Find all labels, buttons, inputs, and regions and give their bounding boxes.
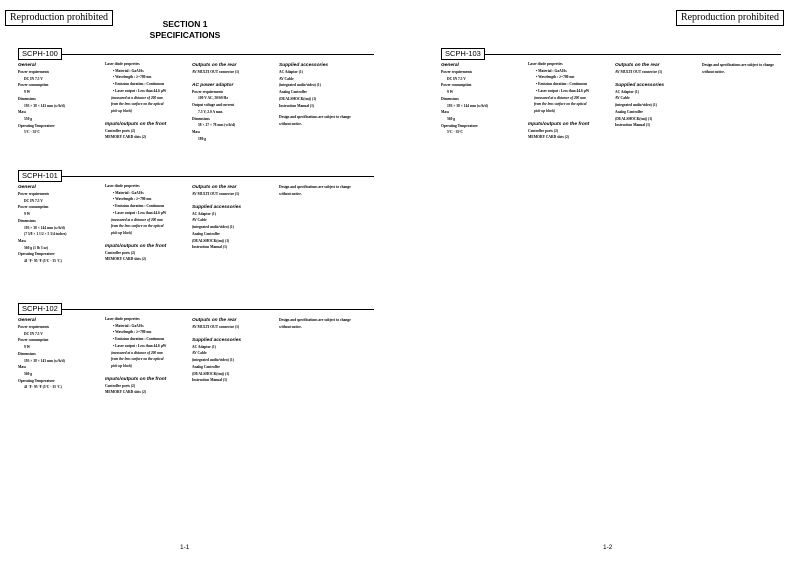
laser-item: • Material : GaAlAs [113,190,144,195]
accessory-item: (DUALSHOCK(tm)) (1) [192,238,230,243]
spec-value: (7 5/8 × 1 1/2 × 5 3/4 inches) [24,232,67,237]
spec-label: Dimensions [192,116,210,121]
rear-outputs-heading: Outputs on the rear [192,63,237,68]
accessory-item: AC Adaptor (1) [615,89,639,94]
page-number: 1-2 [603,544,613,551]
spec-label: Power requirements [18,325,50,329]
model-rule [18,309,374,310]
spec-value: 560 g [447,116,456,121]
design-notice: Design and specifications are subject to change without notice. [279,318,351,329]
laser-item: • Emission duration : Continuous [113,82,165,87]
front-io-heading: Inputs/outputs on the front [105,376,167,382]
rear-outputs-heading: Outputs on the rear [615,63,660,68]
accessory-item: AV Cable [192,218,207,223]
rear-and-accessories-specs [615,61,697,129]
spec-value: DC IN 7.5 V [447,76,466,81]
general-specs [18,316,100,391]
laser-item: • Laser output : Less than 44.6 μW [113,88,167,93]
laser-item: • Wavelength : λ=780 nm [113,197,152,202]
accessory-item: Instruction Manual (1) [615,123,651,128]
spec-label: Power consumption [18,83,49,88]
spec-label: Power requirements [192,89,224,94]
front-io-item: Controller ports (2) [105,128,136,133]
front-io-heading: Inputs/outputs on the front [105,243,167,249]
accessory-item: AV Cable [279,76,294,81]
spec-value: 41 ºF- 95 ºF (5ºC - 35 ºC) [24,259,62,264]
laser-note: from the lens surface on the optical [534,102,587,107]
laser-title: Laser diode properties [105,184,140,188]
spec-label: Dimensions [441,96,459,101]
rear-and-ac-specs [192,61,274,142]
general-heading: General [18,185,36,190]
accessory-item: (integrated audio/video) (1) [279,83,321,88]
spec-value: DC IN 7.5 V [24,331,43,336]
laser-note: from the lens surface on the optical [111,357,164,362]
spec-value: DC IN 7.5 V [24,198,43,203]
section-number: SECTION 1 [162,19,208,29]
accessory-item: (integrated audio/video) (1) [192,358,234,363]
laser-item: • Laser output : Less than 44.6 μW [536,88,590,93]
laser-title: Laser diode properties [105,317,140,321]
spec-label: Power requirements [18,192,50,196]
laser-note: pick-up block) [111,230,133,235]
laser-item: • Laser output : Less than 44.6 μW [113,343,167,348]
accessory-item: Analog Controller [615,109,643,114]
spec-label: Dimensions [18,96,36,101]
rear-outputs-heading: Outputs on the rear [192,318,237,323]
front-io-heading: Inputs/outputs on the front [105,121,167,127]
laser-item: • Material : GaAlAs [536,68,567,73]
spec-label: Dimensions [18,351,36,356]
accessory-item: Analog Controller [279,90,307,95]
notice-column [279,184,357,197]
spec-label: Mass [441,110,449,115]
notice-column [702,62,780,75]
front-io-heading: Inputs/outputs on the front [528,121,590,127]
laser-item: • Material : GaAlAs [113,68,144,73]
spec-label: Mass [192,129,200,134]
laser-item: • Wavelength : λ=780 nm [113,75,152,80]
accessory-item: Instruction Manual (1) [192,378,228,383]
spec-label: Operating Temperature [18,252,55,257]
design-notice: Design and specifications are subject to change without notice. [279,185,351,196]
general-specs [441,61,523,136]
laser-specs [105,183,187,263]
rear-outputs-heading: Outputs on the rear [192,185,237,190]
front-io-item: MEMORY CARD slots (2) [105,390,146,395]
spec-label: Output voltage and current [192,103,235,108]
notice-column [279,317,357,330]
reproduction-prohibited-stamp: Reproduction prohibited [676,10,784,26]
laser-specs [105,61,187,141]
model-label: SCPH-102 [18,303,62,315]
spec-value: 193 × 38 × 144 mm (w/h/d) [447,103,488,108]
accessory-item: AC Adaptor (1) [279,70,303,74]
front-io-item: Controller ports (2) [528,128,559,133]
spec-value: 9 W [24,212,31,217]
accessory-item: Instruction Manual (1) [279,103,315,108]
spec-value: 193 × 38 × 143 mm (w/h/d) [24,103,65,108]
accessory-item: (DUALSHOCK(tm)) (1) [279,96,317,101]
spec-label: Power consumption [18,205,49,210]
general-specs [18,61,100,136]
laser-item: • Material : GaAlAs [113,323,144,328]
accessories-specs [279,61,357,128]
accessory-item: Analog Controller [192,364,220,369]
spec-label: Power requirements [18,70,50,74]
spec-value: 193 × 38 × 144 mm (w/h/d) [24,225,65,230]
spec-value: 5ºC - 35ºC [447,130,463,135]
accessory-item: (DUALSHOCK(tm)) (1) [192,371,230,376]
laser-item: • Wavelength : λ=780 nm [536,75,575,80]
rear-and-accessories-specs [192,316,274,384]
laser-title: Laser diode properties [105,62,140,66]
accessory-item: (integrated audio/video) (1) [615,103,657,108]
laser-note: (measured at a distance of 200 mm [111,217,163,222]
front-io-item: Controller ports (2) [105,250,136,255]
laser-item: • Emission duration : Continuous [536,82,588,87]
spec-value: 560 g [24,371,33,376]
spec-label: Power requirements [441,70,473,74]
laser-specs [105,316,187,396]
laser-note: from the lens surface on the optical [111,102,164,107]
model-label: SCPH-100 [18,48,62,60]
rear-output-item: AV MULTI OUT connector (1) [192,192,240,196]
design-notice: Design and specifications are subject to change without notice. [279,115,351,126]
rear-output-item: AV MULTI OUT connector (1) [192,325,240,329]
accessory-item: AC Adaptor (1) [192,344,216,349]
accessory-item: Analog Controller [192,231,220,236]
spec-value: 180 g [198,136,207,141]
spec-label: Dimensions [18,218,36,223]
laser-specs [528,61,610,141]
spec-value: 7.5 V, 2.0 A max. [198,109,224,114]
spec-value: 9 W [24,345,31,350]
page-number: 1-1 [180,544,190,551]
accessory-item: AC Adaptor (1) [192,211,216,216]
model-rule [18,54,374,55]
spec-value: 193 × 38 × 143 mm (w/h/d) [24,358,65,363]
laser-note: (measured at a distance of 200 mm [534,95,586,100]
spec-label: Mass [18,238,26,243]
model-rule [441,54,781,55]
spec-value: 100 V AC, 50/60 Hz [198,96,228,101]
spec-label: Mass [18,110,26,115]
front-io-item: MEMORY CARD slots (2) [105,135,146,140]
section-name: SPECIFICATIONS [149,30,221,40]
spec-label: Mass [18,365,26,370]
accessories-heading: Supplied accessories [192,204,242,210]
model-rule [18,176,374,177]
spec-value: 550 g [24,116,33,121]
ac-adaptor-heading: AC power adaptor [192,82,234,88]
laser-note: pick-up block) [111,363,133,368]
spec-value: 560 g (1 lb 3 oz) [24,245,49,250]
general-specs [18,183,100,265]
laser-item: • Laser output : Less than 44.6 μW [113,210,167,215]
rear-output-item: AV MULTI OUT connector (1) [192,70,240,74]
spec-value: 5ºC - 35ºC [24,130,40,135]
front-io-item: MEMORY CARD slots (2) [105,257,146,262]
spec-value: 58 × 27 × 78 mm (w/h/d) [198,123,236,128]
laser-note: (measured at a distance of 200 mm [111,95,163,100]
laser-item: • Emission duration : Continuous [113,337,165,342]
laser-note: from the lens surface on the optical [111,224,164,229]
accessory-item: AV Cable [615,96,630,101]
accessory-item: (integrated audio/video) (1) [192,225,234,230]
laser-item: • Emission duration : Continuous [113,204,165,209]
accessories-heading: Supplied accessories [615,82,665,88]
rear-and-accessories-specs [192,183,274,251]
design-notice: Design and specifications are subject to change without notice. [702,63,774,74]
accessory-item: (DUALSHOCK(tm)) (1) [615,116,653,121]
general-heading: General [18,63,36,68]
rear-output-item: AV MULTI OUT connector (1) [615,70,663,74]
section-title [130,19,240,41]
accessory-item: AV Cable [192,351,207,356]
accessories-heading: Supplied accessories [279,63,329,68]
front-io-item: MEMORY CARD slots (2) [528,135,569,140]
spec-label: Operating Temperature [18,378,55,383]
laser-item: • Wavelength : λ=780 nm [113,330,152,335]
spec-label: Operating Temperature [441,123,478,128]
laser-note: (measured at a distance of 200 mm [111,350,163,355]
spec-label: Power consumption [441,83,472,88]
spec-value: 41 ºF- 95 ºF (5ºC - 35 ºC) [24,385,62,390]
accessories-heading: Supplied accessories [192,337,242,343]
laser-note: pick-up block) [111,108,133,113]
spec-value: DC IN 7.5 V [24,76,43,81]
laser-note: pick-up block) [534,108,556,113]
spec-label: Operating Temperature [18,123,55,128]
front-io-item: Controller ports (2) [105,383,136,388]
accessory-item: Instruction Manual (1) [192,245,228,250]
model-label: SCPH-103 [441,48,485,60]
reproduction-prohibited-stamp: Reproduction prohibited [5,10,113,26]
general-heading: General [441,63,459,68]
spec-value: 9 W [24,90,31,95]
model-label: SCPH-101 [18,170,62,182]
general-heading: General [18,318,36,323]
spec-value: 9 W [447,90,454,95]
laser-title: Laser diode properties [528,62,563,66]
spec-label: Power consumption [18,338,49,343]
